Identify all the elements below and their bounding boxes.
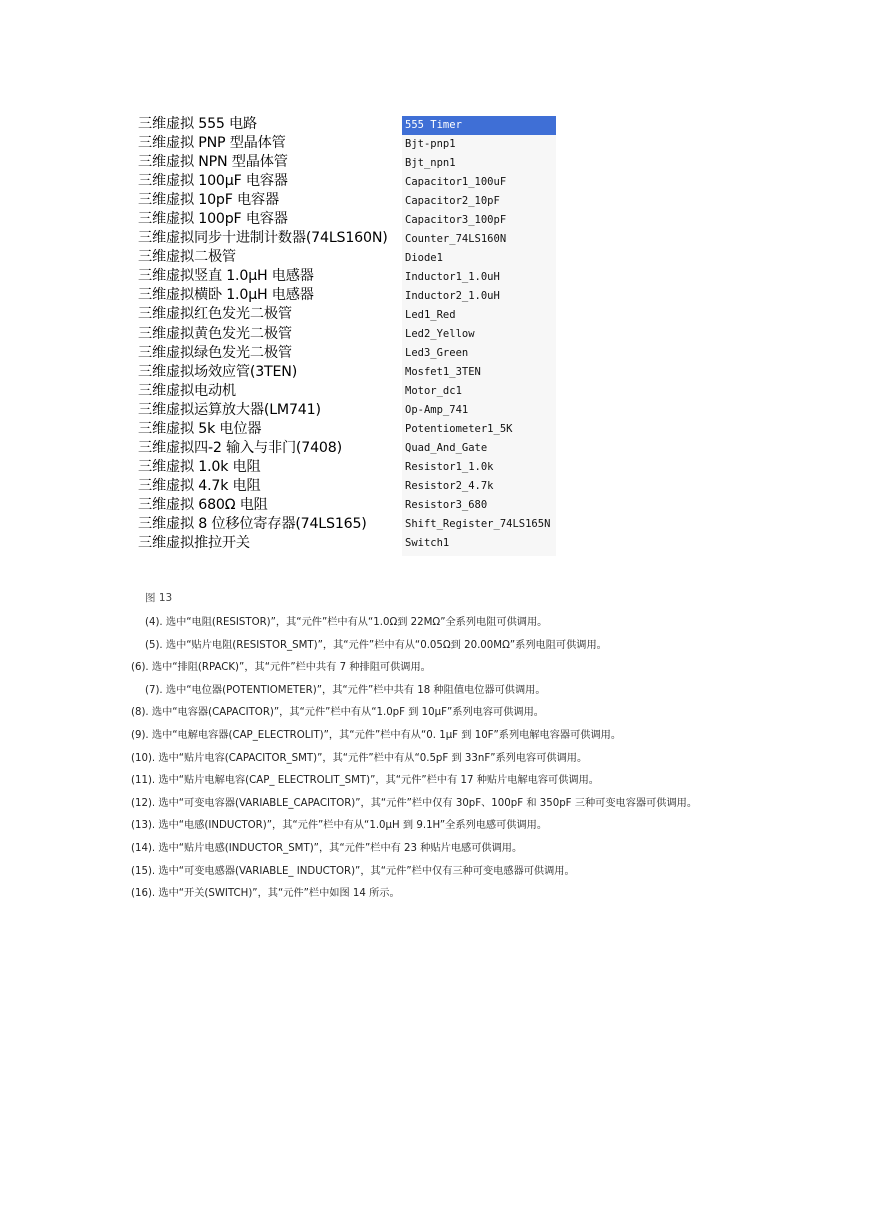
component-list-item[interactable]: Led1_Red (405, 309, 456, 321)
component-list-item[interactable]: Motor_dc1 (405, 385, 462, 397)
figure-caption: 图 13 (145, 592, 173, 604)
component-list-item[interactable]: Counter_74LS160N (405, 233, 507, 245)
component-list-item[interactable]: Potentiometer1_5K (405, 423, 513, 435)
component-list-item[interactable]: Quad_And_Gate (405, 442, 488, 454)
paragraph: (5). 选中“贴片电阻(RESISTOR_SMT)”，其“元件”栏中有从“0.05Ω到 20.00MΩ”系列电阻可供调用。 (145, 639, 607, 651)
paragraph: (11). 选中“贴片电解电容(CAP_ ELECTROLIT_SMT)”，其“元件”栏中有 17 种贴片电解电容可供调用。 (131, 775, 599, 787)
chinese-list-item: 三维虚拟运算放大器(LM741) (138, 401, 321, 418)
paragraph: (7). 选中“电位器(POTENTIOMETER)”，其“元件”栏中共有 18 种阻值电位器可供调用。 (145, 684, 546, 696)
chinese-list-item: 三维虚拟四-2 输入与非门(7408) (138, 439, 342, 456)
chinese-list-item: 三维虚拟 1.0k 电阻 (138, 458, 261, 475)
chinese-list-item: 三维虚拟 680Ω 电阻 (138, 496, 268, 513)
paragraph: (15). 选中“可变电感器(VARIABLE_ INDUCTOR)”，其“元件”栏中仅有三种可变电感器可供调用。 (131, 865, 575, 877)
component-list-item[interactable]: Led3_Green (405, 347, 469, 359)
chinese-list-item: 三维虚拟红色发光二极管 (138, 306, 292, 323)
component-list-item[interactable]: Led2_Yellow (405, 328, 475, 340)
component-list-item[interactable]: Resistor2_4.7k (405, 480, 494, 492)
component-listbox[interactable] (402, 116, 556, 556)
component-list-item[interactable]: Capacitor3_100pF (405, 214, 507, 226)
chinese-list-item: 三维虚拟 555 电路 (138, 116, 258, 132)
component-list-item[interactable]: 555 Timer (402, 116, 556, 135)
component-list-item[interactable]: Switch1 (405, 537, 450, 549)
paragraph: (12). 选中“可变电容器(VARIABLE_CAPACITOR)”，其“元件”栏中仅有 30pF、100pF 和 350pF 三种可变电容器可供调用。 (131, 797, 698, 809)
chinese-list-item: 三维虚拟二极管 (138, 249, 236, 266)
component-list-item[interactable]: Mosfet1_3TEN (405, 366, 481, 378)
component-list-item[interactable]: Op-Amp_741 (405, 404, 469, 416)
component-list-item[interactable]: Diode1 (405, 252, 443, 264)
chinese-list-item: 三维虚拟绿色发光二极管 (138, 344, 292, 361)
chinese-list-item: 三维虚拟 10pF 电容器 (138, 192, 279, 209)
paragraph: (16). 选中“开关(SWITCH)”，其“元件”栏中如图 14 所示。 (131, 888, 400, 900)
chinese-list-item: 三维虚拟 4.7k 电阻 (138, 477, 261, 494)
paragraph: (13). 选中“电感(INDUCTOR)”，其“元件”栏中有从“1.0μH 到 9.1H”全系列电感可供调用。 (131, 820, 548, 832)
paragraph: (14). 选中“贴片电感(INDUCTOR_SMT)”，其“元件”栏中有 23 种贴片电感可供调用。 (131, 842, 523, 854)
component-list-item[interactable]: Bjt_npn1 (405, 157, 456, 169)
paragraph: (9). 选中“电解电容器(CAP_ELECTROLIT)”，其“元件”栏中有从“0. 1μF 到 10F”系列电解电容器可供调用。 (131, 729, 622, 741)
chinese-list-item: 三维虚拟推拉开关 (138, 535, 250, 552)
chinese-list-item: 三维虚拟 100pF 电容器 (138, 211, 288, 228)
component-list-item[interactable]: Inductor2_1.0uH (405, 290, 500, 302)
paragraph: (10). 选中“贴片电容(CAPACITOR_SMT)”，其“元件”栏中有从“0.5pF 到 33nF”系列电容可供调用。 (131, 752, 588, 764)
chinese-component-list (138, 115, 400, 553)
component-list-item[interactable]: Bjt-pnp1 (405, 138, 456, 150)
component-list-item[interactable]: Capacitor2_10pF (405, 195, 500, 207)
chinese-list-item: 三维虚拟黄色发光二极管 (138, 325, 292, 342)
chinese-list-item: 三维虚拟竖直 1.0μH 电感器 (138, 268, 314, 285)
chinese-list-item: 三维虚拟 PNP 型晶体管 (138, 135, 286, 152)
paragraph: (8). 选中“电容器(CAPACITOR)”，其“元件”栏中有从“1.0pF 到 10μF”系列电容可供调用。 (131, 707, 544, 719)
component-list-item[interactable]: Resistor1_1.0k (405, 461, 494, 473)
chinese-list-item: 三维虚拟 5k 电位器 (138, 420, 262, 437)
chinese-list-item: 三维虚拟横卧 1.0μH 电感器 (138, 287, 314, 304)
body-paragraphs (131, 612, 751, 906)
paragraph: (6). 选中“排阻(RPACK)”，其“元件”栏中共有 7 种排阻可供调用。 (131, 662, 431, 674)
component-list-item[interactable]: Shift_Register_74LS165N (405, 518, 551, 530)
component-list-item[interactable]: Resistor3_680 (405, 499, 488, 511)
chinese-list-item: 三维虚拟 NPN 型晶体管 (138, 154, 288, 171)
component-list-item[interactable]: Inductor1_1.0uH (405, 271, 500, 283)
figure-13 (135, 113, 556, 558)
chinese-list-item: 三维虚拟同步十进制计数器(74LS160N) (138, 230, 388, 247)
chinese-list-item: 三维虚拟 8 位移位寄存器(74LS165) (138, 515, 367, 532)
chinese-list-item: 三维虚拟场效应管(3TEN) (138, 363, 298, 380)
chinese-list-item: 三维虚拟 100μF 电容器 (138, 173, 288, 190)
chinese-list-item: 三维虚拟电动机 (138, 382, 236, 399)
paragraph: (4). 选中“电阻(RESISTOR)”，其“元件”栏中有从“1.0Ω到 22MΩ”全系列电阻可供调用。 (145, 617, 548, 628)
component-list-item[interactable]: Capacitor1_100uF (405, 176, 507, 188)
